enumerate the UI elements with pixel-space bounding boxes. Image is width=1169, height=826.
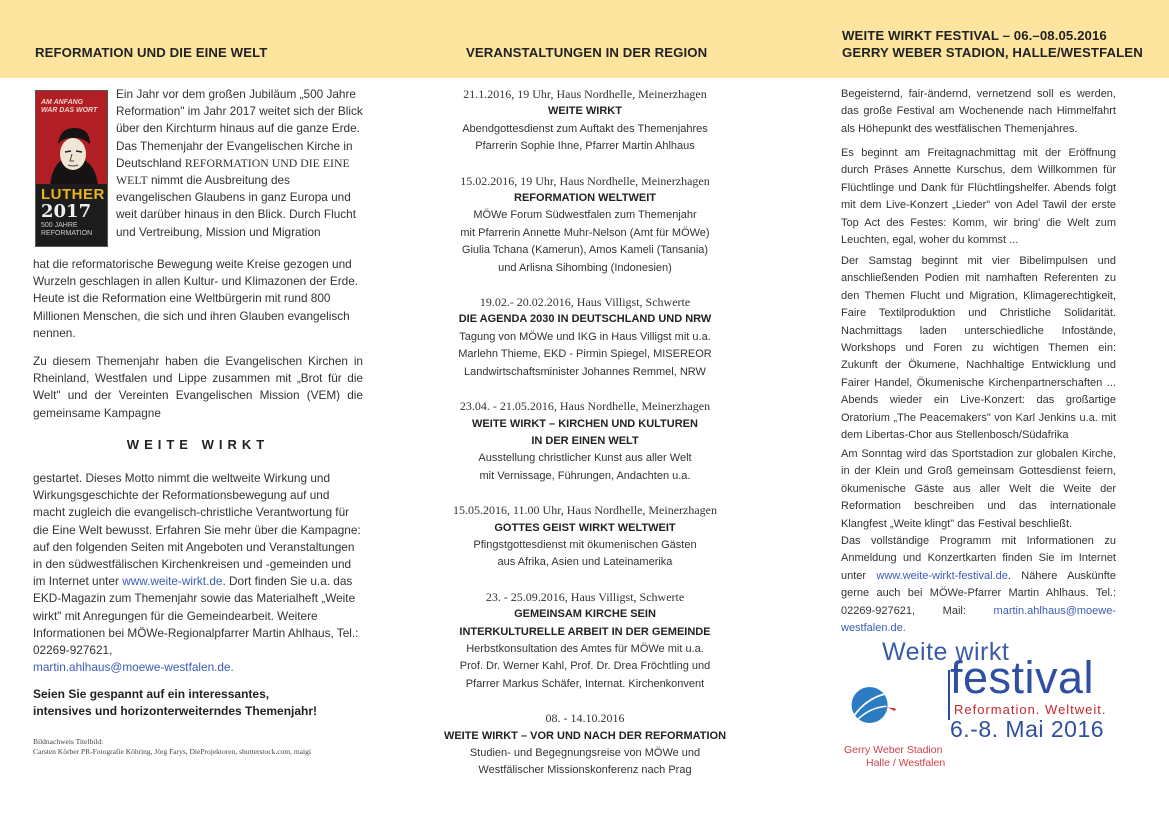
event-detail: Studien- und Begegnungsreise von MÖWe und [469, 747, 701, 759]
badge-slogan-line1: AM ANFANG [41, 99, 84, 106]
festival-logo [840, 638, 1140, 778]
luther-portrait-icon [44, 126, 102, 186]
event-item [408, 86, 762, 156]
logo-tagline: Reformation. Weltweit. [954, 702, 1107, 717]
event-item [408, 398, 762, 485]
event-detail: und Arlisna Sihombing (Indonesien) [498, 261, 672, 274]
event-date: 21.1.2016, 19 Uhr, Haus Nordhelle, Meinerzhagen [463, 87, 707, 101]
theme-name: REFORMATION UND DIE EINE WELT [116, 155, 350, 188]
festival-heading-line2: GERRY WEBER STADION, HALLE/WESTFALEN [842, 45, 1143, 60]
festival-paragraph-4: Am Sonntag wird das Sportstadion zur globalen Kirche, in der Klein und Groß gemeinsam Gottesdienst feiern, ökumenische Gäste aus aller Welt die Weite der Reformation beschreiben und das internationale Klangfest „Weite klingt" das Festival beschließt. [841, 448, 1116, 530]
logo-line2: festival [950, 652, 1095, 703]
event-detail: mit Pfarrerin Annette Muhr-Nelson (Amt für MÖWe) [460, 226, 710, 239]
event-title: WEITE WIRKT – VOR UND NACH DER REFORMATION [443, 729, 727, 742]
event-item [408, 589, 762, 693]
event-title: DIE AGENDA 2030 IN DEUTSCHLAND UND NRW [458, 313, 712, 326]
event-detail: Pfarrerin Sophie Ihne, Pfarrer Martin Ahlhaus [475, 140, 695, 153]
badge-sub2: REFORMATION [41, 230, 93, 237]
event-title: IN DER EINEN WELT [531, 434, 639, 447]
event-date: 23.04. - 21.05.2016, Haus Nordhelle, Meinerzhagen [459, 399, 711, 414]
event-date: 19.02.- 20.02.2016, Haus Villigst, Schwerte [479, 295, 691, 310]
motto-paragraph: gestartet. Dieses Motto nimmt die weltweite Wirkung und Wirkungsgeschichte der Reformationsbewegung auf und macht zugleich die evangelisch-christliche Verantwortung für die Eine Welt bewusst. Erfahren Sie mehr über die Kampagne: auf den folgenden Seiten mit Angeboten und Veranstaltungen in den südwestfälischen Kirchenkreisen und -gemeinden und im Internet unter www.weite-wirkt.de. Dort finden Sie u.a. das EKD-Magazin zum Themenjahr sowie das Materialheft „Weite wirkt" mit Anregungen für die Gemeindearbeit. Weitere Informationen bei MÖWe-Regionalpfarrer Martin Ahlhaus, Tel.: 02269-927621, martin.ahlhaus@moewe-westfalen.de. [33, 471, 361, 675]
event-detail: Herbstkonsultation des Amtes für MÖWe mit u.a. [466, 642, 704, 655]
globe-swoosh-icon [848, 681, 896, 729]
event-title: INTERKULTURELLE ARBEIT IN DER GEMEINDE [459, 625, 711, 638]
event-date: 15.05.2016, 11.00 Uhr, Haus Nordhelle, Meinerzhagen [452, 503, 717, 518]
event-detail: Tagung von MÖWe und IKG in Haus Villigst mit u.a. [459, 330, 711, 343]
event-detail: aus Afrika, Asien und Lateinamerika [497, 556, 673, 569]
festival-paragraph-2: Es beginnt am Freitagnachmittag mit der Eröffnung durch Präses Annette Kurschus, dem Willkommen für Flüchtlinge und Dank für Flüchtlingshelfer. Abends folgt mit dem Live-Konzert „Lieder" von Adel Tawil der erste Top Act des Festes: Komm, wir bring' die Welt zum Leuchten, egal, woher du kommst ... [841, 147, 1116, 247]
festival-website-link[interactable]: www.weite-wirkt-festival.de [876, 569, 1008, 582]
logo-venue: Gerry Weber Stadion Halle / Westfalen [844, 744, 946, 769]
intro-paragraph: Ein Jahr vor dem großen Jubiläum „500 Jahre Reformation" im Jahr 2017 weitet sich der Blick über den Kirchturm hinaus auf die ganze Erde. Das Themenjahr der Evangelischen Kirche in Deutschland REFORMATION UND DIE EINE WELT nimmt die Ausbreitung des evangelischen Glaubens in ganz Europa und weit darüber hinaus in den Blick. Durch Flucht und Vertreibung, Mission und Migration [116, 87, 363, 239]
festival-paragraph-1: Begeisternd, fair-ändernd, vernetzend soll es werden, das große Festival am Wochenende nach Himmelfahrt als Höhepunkt des westfälischen Themenjahres. [841, 88, 1116, 135]
column-heading-festival [842, 27, 1143, 61]
logo-line1: Weite wirkt [882, 638, 1010, 666]
festival-heading-line1: WEITE WIRKT FESTIVAL – 06.–08.05.2016 [842, 28, 1107, 43]
event-date: 08. - 14.10.2016 [545, 711, 625, 726]
column-heading-reformation: REFORMATION UND DIE EINE WELT [35, 45, 268, 60]
event-item [408, 173, 762, 277]
event-title: WEITE WIRKT [548, 105, 622, 118]
festival-email-link[interactable]: martin.ahlhaus@moewe-westfalen.de. [841, 604, 1116, 635]
event-title: GEMEINSAM KIRCHE SEIN [514, 608, 656, 621]
event-title: REFORMATION WELTWEIT [514, 192, 656, 205]
event-item [408, 710, 762, 780]
event-detail: MÖWe Forum Südwestfalen zum Themenjahr [473, 209, 697, 222]
column-heading-events: VERANSTALTUNGEN IN DER REGION [466, 45, 708, 60]
event-date: 15.02.2016, 19 Uhr, Haus Nordhelle, Meinerzhagen [460, 173, 710, 188]
festival-paragraph-3: Der Samstag beginnt mit vier Bibelimpulsen und anschließenden Podien mit namhaften Referenten zu den Themen Flucht und Migration, Klimagerechtigkeit, Faire Textilproduktion und Christliche Solidarität. Nachmittags laden unterschiedliche Infostände, Workshops und Foren zu wichtigen Themen ein: Zukunft der Ökumene, Nachhaltige Entwicklung und Fairer Handel, Ökumenische Kirchenpartnerschaften ... Abends wieder ein Live-Konzert: das großartige Oratorium „The Peacemakers" von Karl Jenkins u.a. mit dem Libertas-Chor aus Stellenbosch/Südafrika [841, 255, 1116, 442]
festival-paragraph-5: Das vollständige Programm mit Informationen zu Anmeldung und Konzertkarten finden Sie im Internet unter www.weite-wirkt-festival.de. Nähere Auskünfte gerne auch bei MÖWe-Pfarrer Martin Ahlhaus. Tel.: 02269-927621, Mail: martin.ahlhaus@moewe-westfalen.de. [841, 535, 1116, 635]
campaign-paragraph: Zu diesem Themenjahr haben die Evangelischen Kirchen in Rheinland, Westfalen und Lippe zusammen mit „Brot für die Welt" und der Vereinten Evangelischen Mission (VEM) die gemeinsame Kampagne [33, 354, 363, 420]
event-date: 23. - 25.09.2016, Haus Villigst, Schwerte [485, 589, 685, 604]
badge-name: LUTHER [41, 186, 105, 203]
event-detail: Marlehn Thieme, EKD - Pirmin Spiegel, MISEREOR [458, 348, 712, 361]
event-detail: Landwirtschaftsminister Johannes Remmel, NRW [464, 365, 706, 378]
event-detail: Prof. Dr. Werner Kahl, Prof. Dr. Drea Fröchtling und [459, 660, 711, 673]
badge-year: 2017 [41, 201, 92, 222]
event-detail: Pfingstgottesdienst mit ökumenischen Gästen [473, 538, 697, 551]
email-link[interactable]: martin.ahlhaus@moewe-westfalen.de. [33, 660, 234, 675]
event-detail: Ausstellung christlicher Kunst aus aller Welt [478, 452, 692, 465]
event-title: WEITE WIRKT – KIRCHEN UND KULTUREN [472, 417, 698, 430]
event-detail: Westfälischer Missionskonferenz nach Prag [478, 764, 692, 777]
event-detail: Giulia Tchana (Kamerun), Amos Kameli (Tansania) [461, 244, 709, 257]
event-detail: Pfarrer Markus Schäfer, Internat. Kirchenkonvent [465, 677, 705, 690]
event-item [408, 502, 762, 572]
badge-slogan-line2: WAR DAS WORT [41, 107, 98, 114]
event-detail: Abendgottesdienst zum Auftakt des Themenjahres [462, 122, 708, 135]
image-credits: Bildnachweis Titelbild: Carsten Körber PR-Fotografie Köhring, Jörg Farys, DieProjektoren, shutterstock.com, maigi [33, 737, 311, 756]
event-list [408, 86, 762, 797]
weite-wirkt-link[interactable]: www.weite-wirkt.de [122, 574, 223, 589]
intro-paragraph-continued: hat die reformatorische Bewegung weite Kreise gezogen und Wurzeln geschlagen in allen Kultur- und Klimazonen der Erde. Heute ist die Reformation eine Weltbürgerin mit rund 800 Millionen Menschen, die sich und ihren Glauben evangelisch nennen. [33, 257, 359, 340]
event-item [408, 294, 762, 381]
campaign-motto: WEITE WIRKT [126, 437, 270, 452]
badge-sub1: 500 JAHRE [41, 222, 78, 229]
luther-2017-badge [35, 90, 108, 247]
event-title: GOTTES GEIST WIRKT WELTWEIT [494, 521, 676, 534]
closing-statement: Seien Sie gespannt auf ein interessantes, intensives und horizonterweiterndes Themenjahr! [33, 687, 318, 718]
event-detail: mit Vernissage, Führungen, Andachten u.a. [479, 469, 691, 482]
logo-dates: 6.-8. Mai 2016 [950, 716, 1105, 742]
